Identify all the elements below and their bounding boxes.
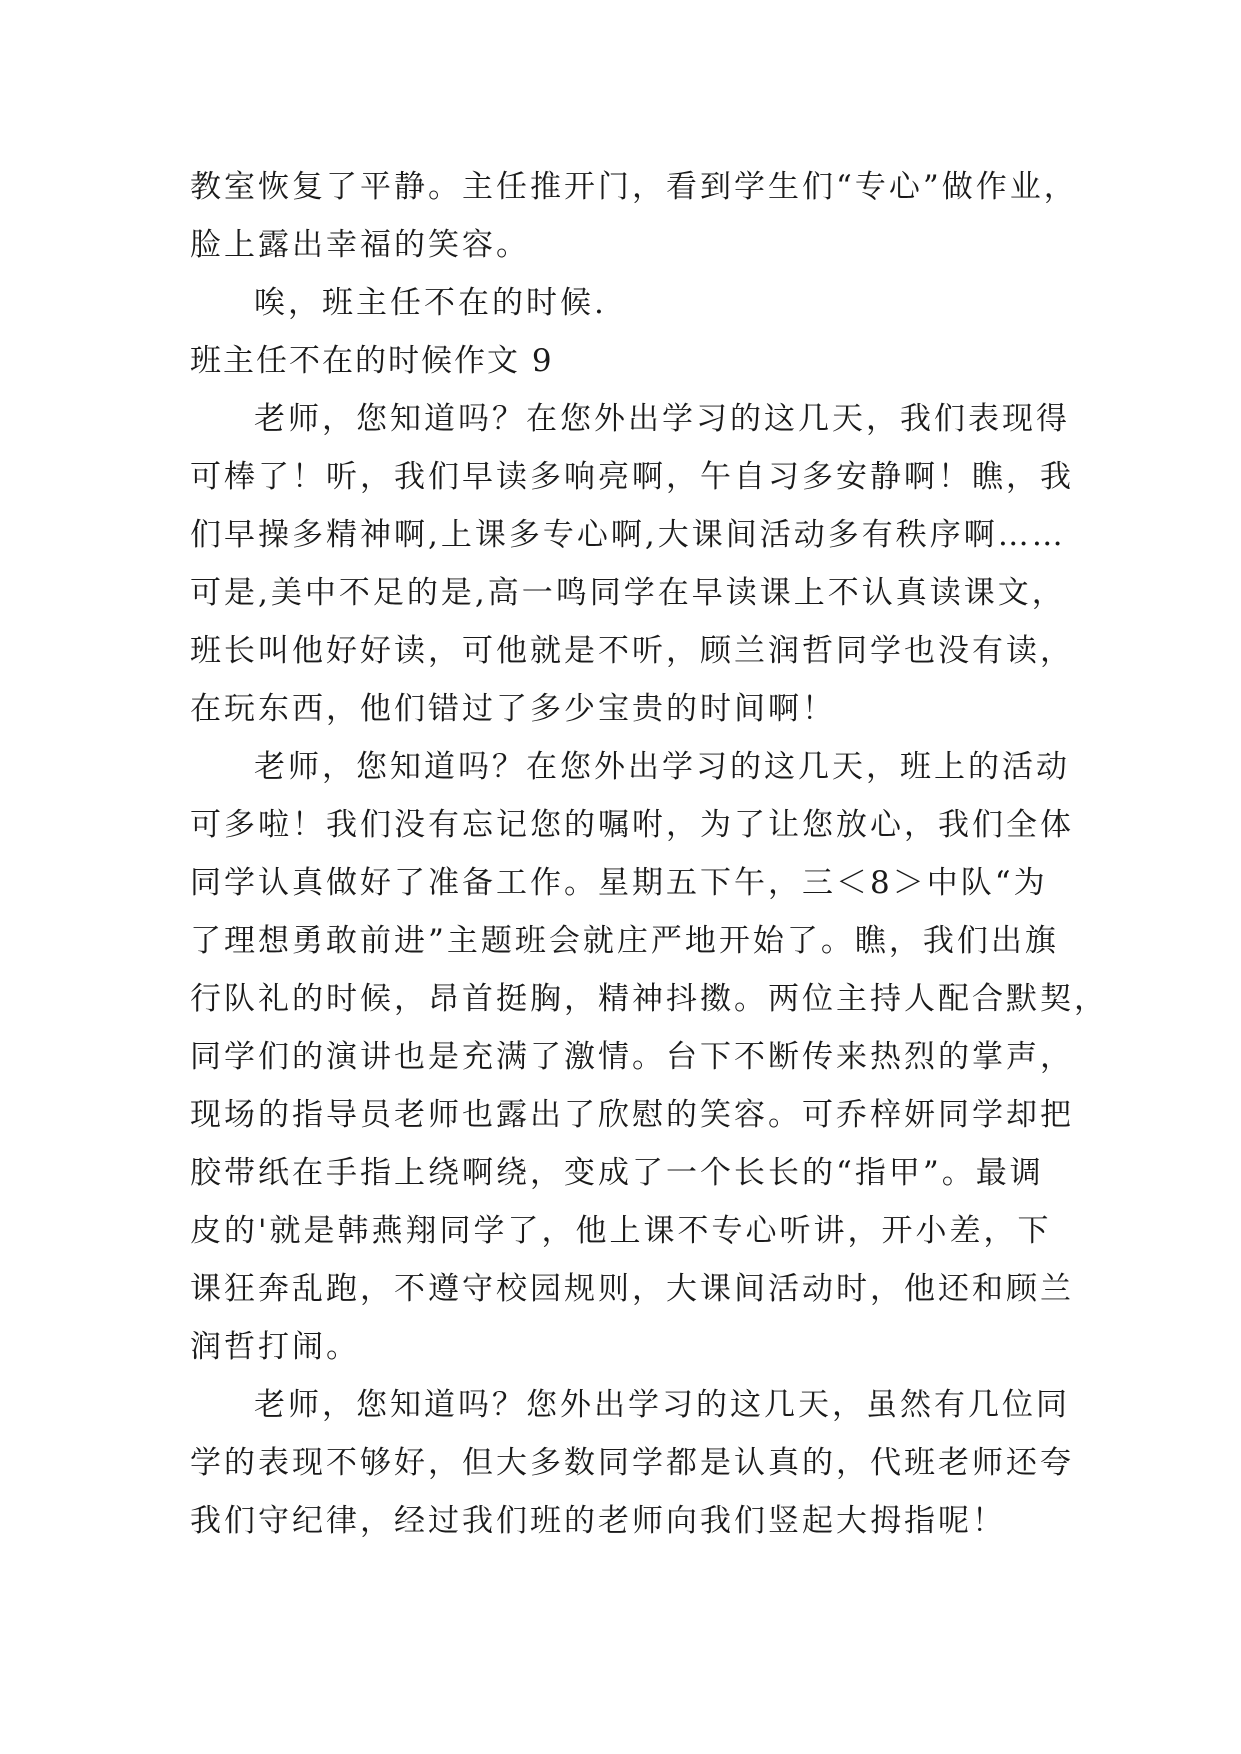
paragraph-line: 老师，您知道吗？在您外出学习的这几天，班上的活动 [254, 749, 1070, 785]
paragraph-line: 胶带纸在手指上绕啊绕，变成了一个长长的“指甲”。最调 [190, 1155, 1044, 1191]
paragraph-line: 在玩东西，他们错过了多少宝贵的时间啊！ [190, 691, 836, 727]
paragraph-line: 皮的'就是韩燕翔同学了，他上课不专心听讲，开小差，下 [190, 1213, 1052, 1249]
paragraph-line: 可棒了！听，我们早读多响亮啊，午自习多安静啊！瞧，我 [190, 459, 1074, 495]
paragraph-line: 了理想勇敢前进”主题班会就庄严地开始了。瞧，我们出旗 [190, 923, 1059, 959]
paragraph-line: 课狂奔乱跑，不遵守校园规则，大课间活动时，他还和顾兰 [190, 1271, 1074, 1307]
section-title: 班主任不在的时候作文 9 [190, 343, 554, 379]
paragraph-line: 唉，班主任不在的时候. [254, 285, 607, 321]
paragraph-line: 现场的指导员老师也露出了欣慰的笑容。可乔梓妍同学却把 [190, 1097, 1074, 1133]
paragraph-line: 可是,美中不足的是,高一鸣同学在早读课上不认真读课文， [190, 575, 1066, 611]
paragraph-line: 学的表现不够好，但大多数同学都是认真的，代班老师还夸 [190, 1445, 1074, 1481]
paragraph-line: 可多啦！我们没有忘记您的嘱咐，为了让您放心，我们全体 [190, 807, 1074, 843]
paragraph-line: 们早操多精神啊,上课多专心啊,大课间活动多有秩序啊…… [190, 517, 1066, 553]
paragraph-line: 同学们的演讲也是充满了激情。台下不断传来热烈的掌声， [190, 1039, 1074, 1075]
paragraph-line: 老师，您知道吗？在您外出学习的这几天，我们表现得 [254, 401, 1070, 437]
paragraph-line: 班长叫他好好读，可他就是不听，顾兰润哲同学也没有读， [190, 633, 1074, 669]
paragraph-line: 教室恢复了平静。主任推开门，看到学生们“专心”做作业， [190, 169, 1078, 205]
paragraph-line: 脸上露出幸福的笑容。 [190, 227, 530, 263]
paragraph-line: 老师，您知道吗？您外出学习的这几天，虽然有几位同 [254, 1387, 1070, 1423]
paragraph-line: 润哲打闹。 [190, 1329, 360, 1365]
paragraph-line: 我们守纪律，经过我们班的老师向我们竖起大拇指呢！ [190, 1503, 1006, 1539]
paragraph-line: 行队礼的时候，昂首挺胸，精神抖擞。两位主持人配合默契， [190, 981, 1108, 1017]
document-body [190, 158, 1108, 1550]
paragraph-line: 同学认真做好了准备工作。星期五下午，三＜8＞中队“为 [190, 865, 1048, 901]
